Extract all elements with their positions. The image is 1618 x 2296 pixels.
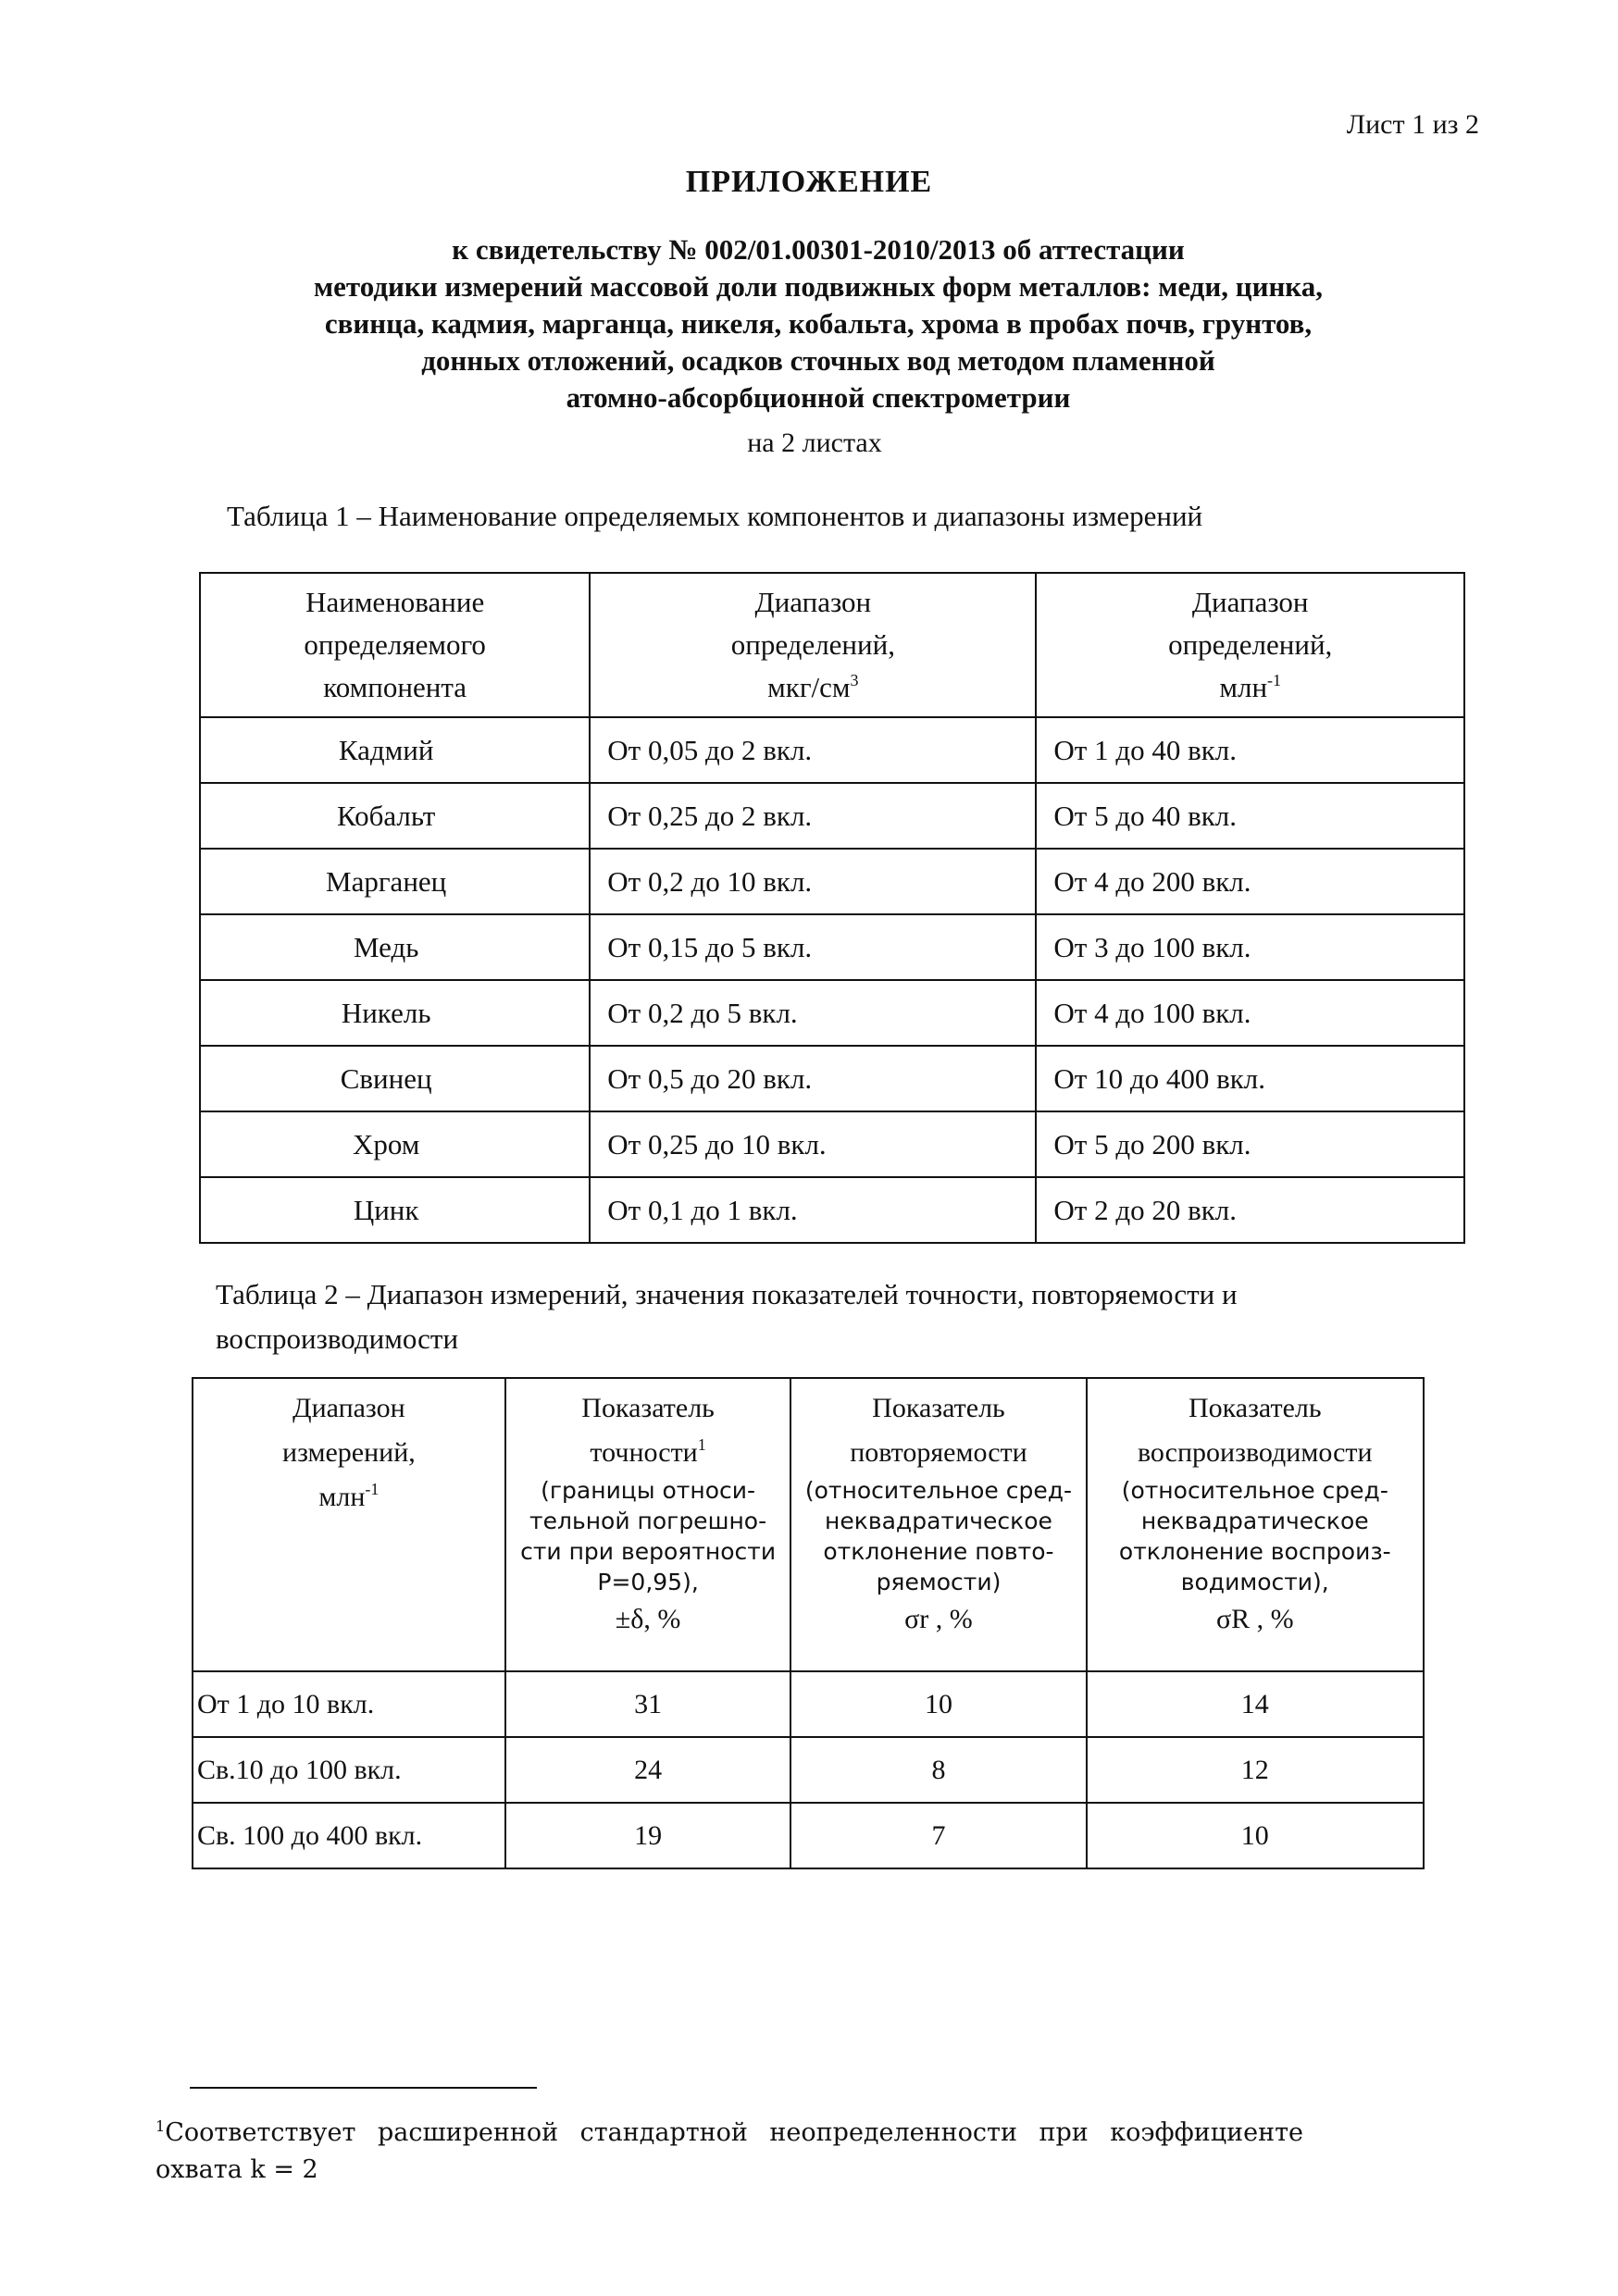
table-cell: Кобальт [200,783,590,849]
description-line: неквадратическое [825,1508,1052,1534]
footnote-text: Соответствует расширенной стандартной неопределенности при коэффициенте охвата k = 2 [156,2118,1303,2184]
header-symbol: σR , % [1215,1604,1294,1634]
description-line: неквадратическое [1140,1508,1369,1534]
table-row [200,914,1464,980]
table1-header-cell [1036,573,1464,717]
table2 [192,1377,1425,1869]
table-row [200,980,1464,1046]
header-line: определений, [1168,628,1333,661]
header-symbol: ±δ, % [615,1604,681,1634]
footnote-divider [190,2087,537,2089]
table2-header-cell [790,1378,1086,1671]
table-cell: 7 [790,1803,1086,1868]
table-cell: От 0,2 до 10 вкл. [590,849,1036,914]
table2-header-cell [1087,1378,1424,1671]
table-cell: От 0,5 до 20 вкл. [590,1046,1036,1111]
description-line: (границы относи- [541,1477,756,1504]
table-cell: Кадмий [200,717,590,783]
table-cell: 8 [790,1737,1086,1803]
table-row [200,783,1464,849]
header-line: Диапазон [754,586,872,618]
subtitle-line: донных отложений, осадков сточных вод методом пламенной [421,344,1215,377]
header-superscript: -1 [1267,671,1282,689]
table-row [200,1177,1464,1243]
table-cell: От 10 до 400 вкл. [1036,1046,1464,1111]
table-cell: Никель [200,980,590,1046]
table-cell: 14 [1087,1671,1424,1737]
footnote-mark: 1 [156,2117,166,2135]
table-row [200,1046,1464,1111]
table-cell: Хром [200,1111,590,1177]
description-line: (относительное сред- [804,1477,1073,1504]
table-row [200,1111,1464,1177]
description-line: ряемости) [876,1569,1002,1595]
table-cell: От 3 до 100 вкл. [1036,914,1464,980]
table-cell: От 1 до 40 вкл. [1036,717,1464,783]
description-line: (относительное сред- [1121,1477,1388,1504]
header-line: Наименование [305,586,485,618]
header-line: точности [590,1437,698,1468]
header-symbol: σr , % [904,1604,973,1634]
table2-caption: Таблица 2 – Диапазон измерений, значения показателей точности, повторяемости и воспроизводимости [216,1278,1238,1355]
description-line: сти при вероятности [520,1538,777,1565]
table-row [200,849,1464,914]
table-cell: От 1 до 10 вкл. [193,1671,505,1737]
subtitle-line: атомно-абсорбционной спектрометрии [566,381,1071,414]
table1 [199,572,1465,1244]
header-superscript: 1 [697,1435,706,1454]
table-cell: От 5 до 200 вкл. [1036,1111,1464,1177]
sheet-number: Лист 1 из 2 [1346,109,1479,140]
table2-header-cell [193,1378,505,1671]
header-description [507,1475,790,1597]
table-cell: Св. 100 до 400 вкл. [193,1803,505,1868]
header-description [792,1475,1084,1597]
subtitle-line: свинца, кадмия, марганца, никеля, кобальта, хрома в пробах почв, грунтов, [324,307,1313,340]
description-line: отклонение воспроиз- [1118,1538,1391,1565]
table-cell: Медь [200,914,590,980]
table-cell: 31 [505,1671,791,1737]
table2-header-cell [505,1378,791,1671]
description-line: тельной погрешно- [529,1508,767,1534]
header-superscript: 3 [850,671,859,689]
table-cell: Марганец [200,849,590,914]
table-cell: От 2 до 20 вкл. [1036,1177,1464,1243]
subtitle-line: к свидетельству № 002/01.00301-2010/2013 об аттестации [452,233,1185,266]
header-description [1089,1475,1422,1597]
header-line: определяемого [304,628,486,661]
table1-caption: Таблица 1 – Наименование определяемых компонентов и диапазоны измерений [227,500,1203,532]
table-cell: От 0,2 до 5 вкл. [590,980,1036,1046]
footnote [156,2108,1303,2189]
table-cell: 10 [1087,1803,1424,1868]
table-cell: От 4 до 100 вкл. [1036,980,1464,1046]
page-title: ПРИЛОЖЕНИЕ [685,165,933,199]
table1-header-cell [590,573,1036,717]
table-cell: 24 [505,1737,791,1803]
table-cell: От 0,15 до 5 вкл. [590,914,1036,980]
subtitle-line: методики измерений массовой доли подвижных форм металлов: меди, цинка, [314,270,1323,303]
header-line: Диапазон [1191,586,1309,618]
header-line: компонента [323,671,467,703]
table-row [193,1803,1424,1868]
table-cell: Свинец [200,1046,590,1111]
description-line: отклонение повто- [823,1538,1054,1565]
header-line: определений, [730,628,895,661]
table-cell: От 5 до 40 вкл. [1036,783,1464,849]
table-header-row [200,573,1464,717]
table-cell: Св.10 до 100 вкл. [193,1737,505,1803]
subtitle [0,231,1618,416]
table-cell: 12 [1087,1737,1424,1803]
header-line: мкг/см [767,671,851,703]
table-cell: От 0,25 до 10 вкл. [590,1111,1036,1177]
table-header-row [193,1378,1424,1671]
header-line: млн [318,1482,366,1512]
table1-header-cell [200,573,590,717]
header-line: млн [1219,671,1268,703]
table-cell: 10 [790,1671,1086,1737]
description-line: P=0,95), [597,1569,699,1595]
description-line: водимости), [1180,1569,1329,1595]
table-cell: Цинк [200,1177,590,1243]
table-cell: От 0,05 до 2 вкл. [590,717,1036,783]
table-row [200,717,1464,783]
table-row [193,1671,1424,1737]
header-line: воспроизводимости [1137,1437,1373,1468]
header-line: Показатель [581,1393,715,1423]
table-row [193,1737,1424,1803]
table-cell: 19 [505,1803,791,1868]
table-cell: От 4 до 200 вкл. [1036,849,1464,914]
header-line: Показатель [1188,1393,1322,1423]
header-line: повторяемости [850,1437,1027,1468]
header-line: Показатель [872,1393,1005,1423]
header-line: измерений, [282,1437,416,1468]
table-cell: От 0,1 до 1 вкл. [590,1177,1036,1243]
header-line: Диапазон [292,1393,405,1423]
header-superscript: -1 [365,1480,380,1498]
sheets-note: на 2 листах [747,428,882,458]
table-cell: От 0,25 до 2 вкл. [590,783,1036,849]
